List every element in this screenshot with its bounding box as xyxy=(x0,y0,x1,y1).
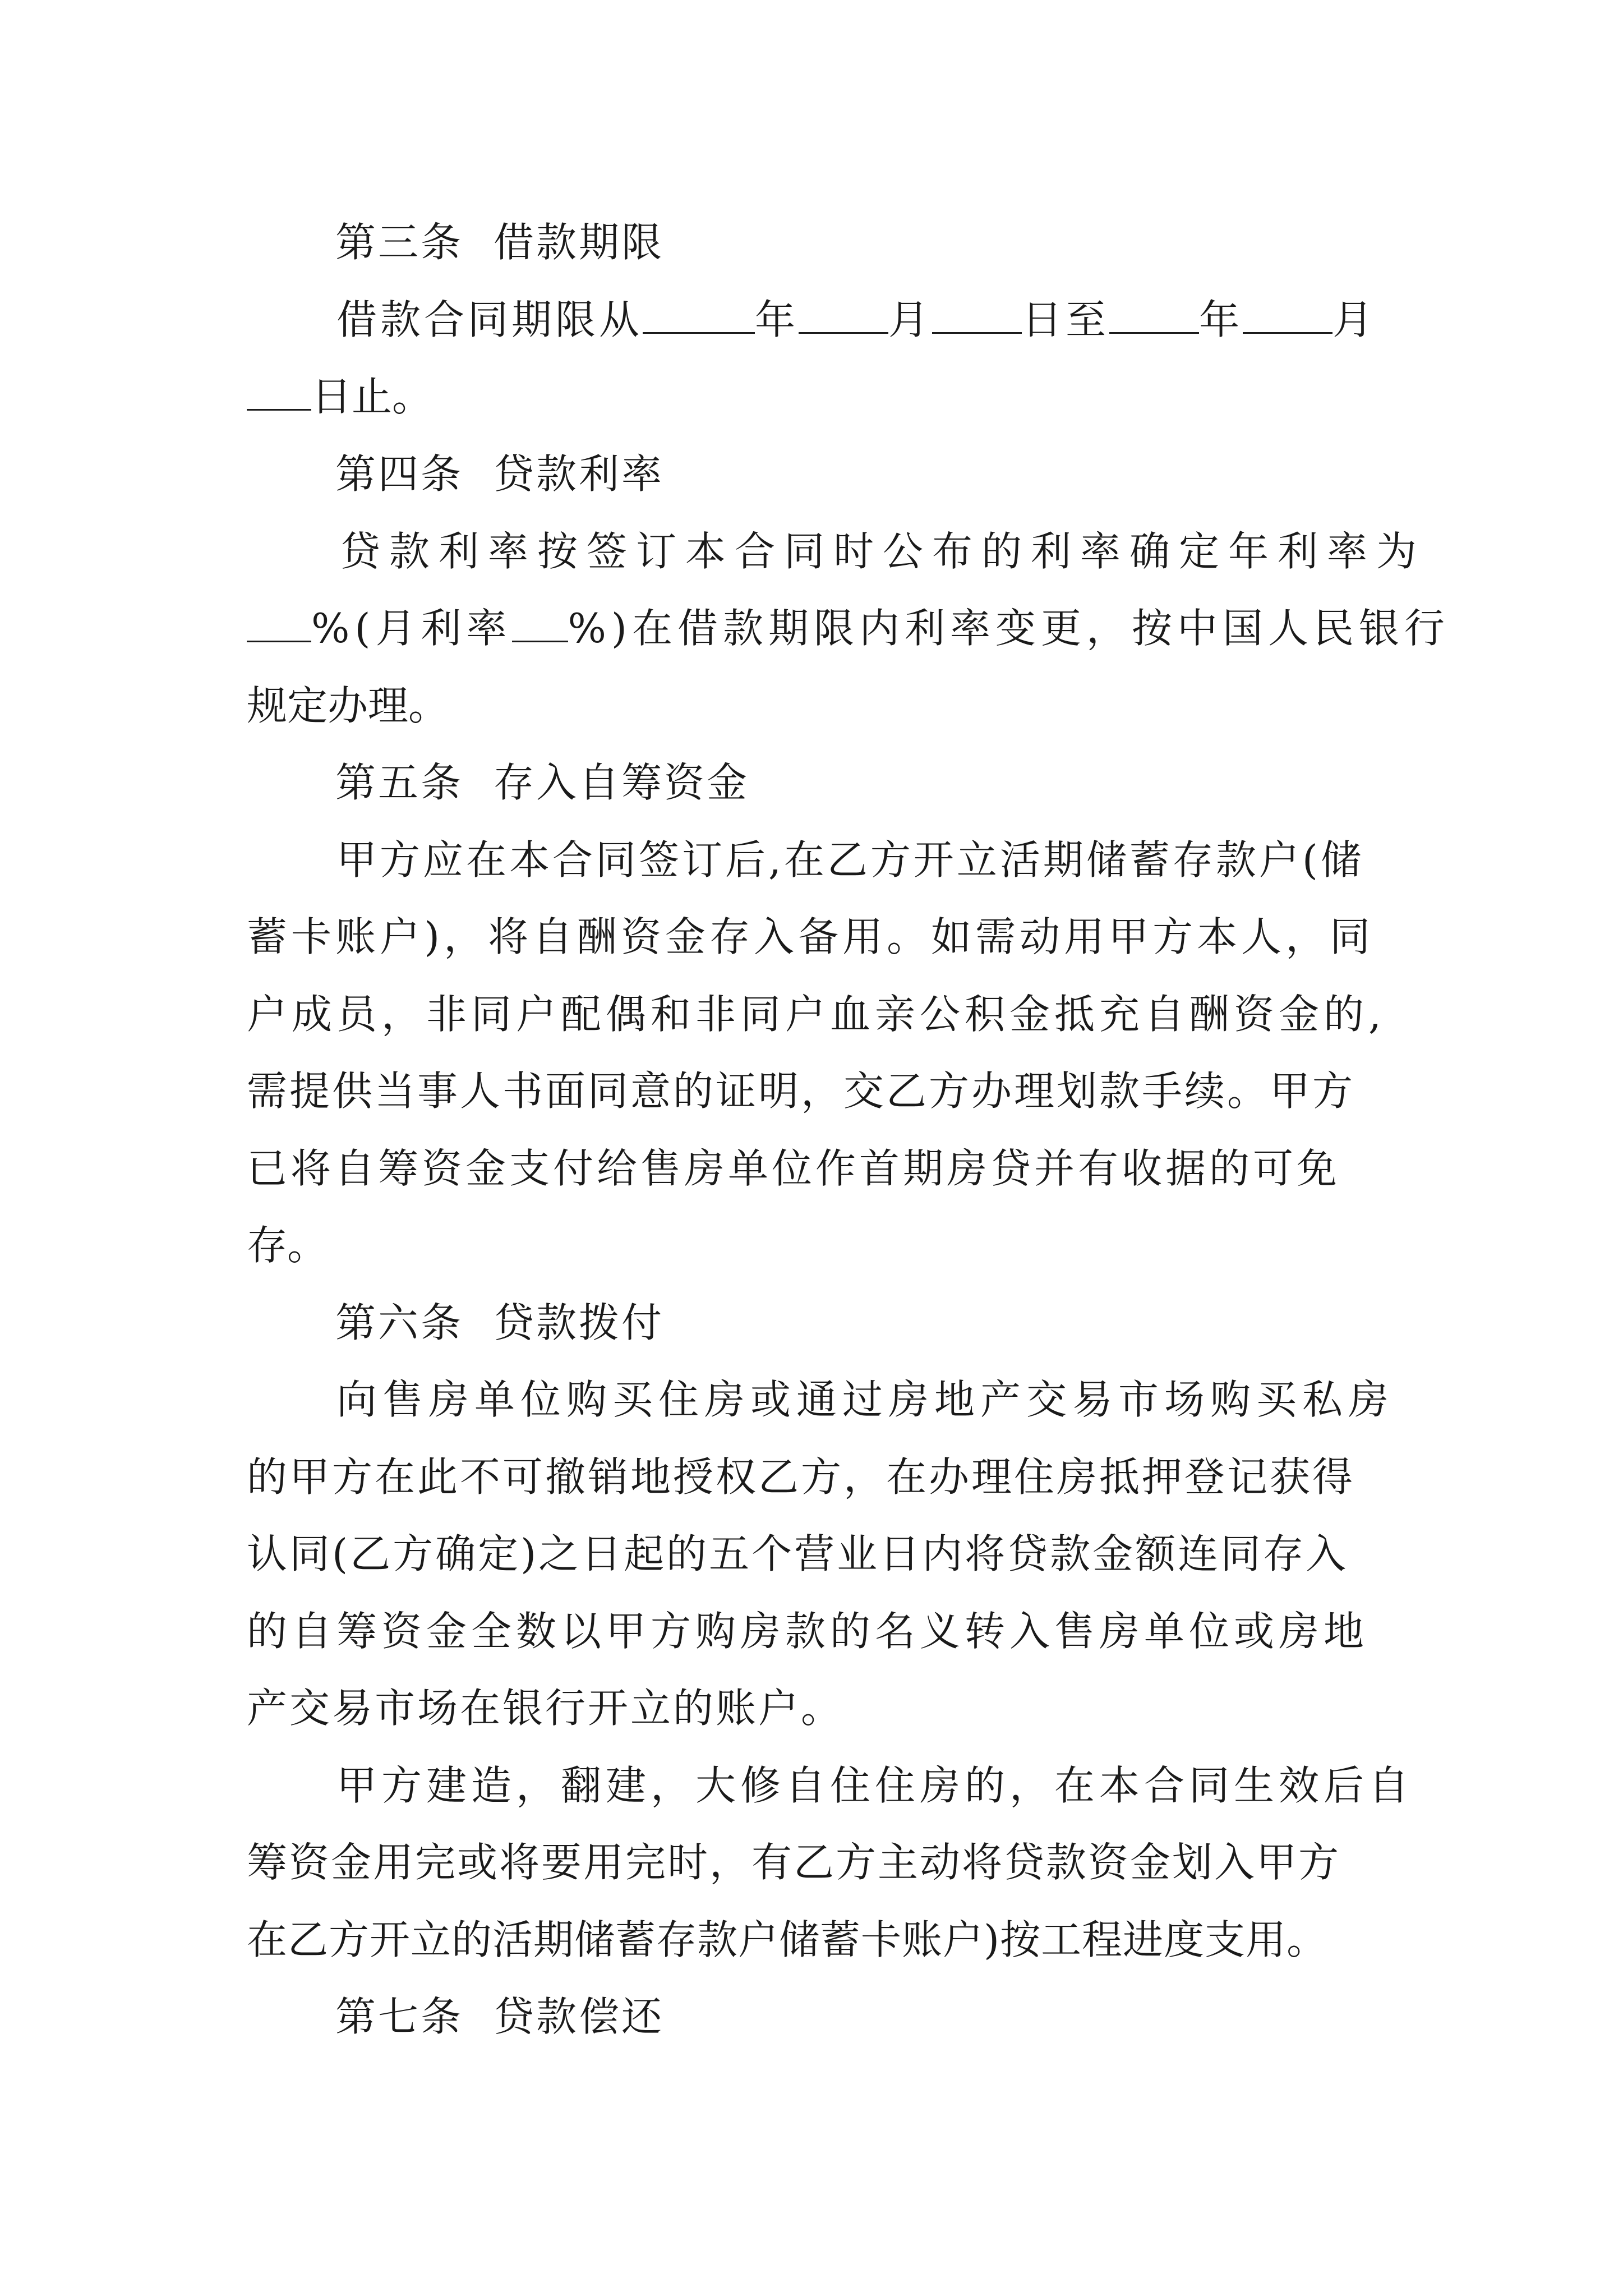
month-label: 月 xyxy=(888,296,933,343)
paragraph-text: 的甲方在此不可撤销地授权乙方，在办理住房抵押登记获得 xyxy=(247,1453,1355,1501)
article-5-number: 第五条 xyxy=(335,759,464,806)
article-3-heading xyxy=(335,211,664,273)
article-4-line-3 xyxy=(247,675,449,737)
paragraph-text: 已将自筹资金支付给售房单位作首期房贷并有收据的可免 xyxy=(247,1145,1341,1192)
article-6-para1-line-2 xyxy=(247,1446,1355,1508)
article-6-para2-line-1 xyxy=(336,1755,1413,1816)
start-day-blank xyxy=(932,298,1022,334)
rate-change-text: %)在借款期限内利率变更，按中国人民银行 xyxy=(568,605,1450,652)
end-day-label: 日止。 xyxy=(311,373,433,420)
article-3-line-2 xyxy=(247,366,432,427)
article-7-title: 贷款偿还 xyxy=(494,1993,665,2040)
start-year-blank xyxy=(643,298,755,334)
article-6-para1-line-5 xyxy=(247,1677,843,1739)
article-7-number: 第七条 xyxy=(335,1993,464,2040)
article-5-line-6 xyxy=(247,1214,328,1276)
article-6-para1-line-4 xyxy=(247,1600,1368,1662)
loan-period-text: 借款合同期限从 xyxy=(336,296,643,343)
paragraph-text: 筹资金用完或将要用完时，有乙方主动将贷款资金划入甲方 xyxy=(247,1839,1341,1886)
paragraph-text: 的自筹资金全数以甲方购房款的名义转入售房单位或房地 xyxy=(247,1608,1369,1655)
article-5-line-2 xyxy=(247,906,1374,968)
end-year-label: 年 xyxy=(1199,296,1243,343)
article-4-line-2 xyxy=(247,597,1450,659)
article-7-heading xyxy=(335,1986,664,2047)
end-month-blank xyxy=(1243,298,1332,334)
monthly-rate-blank xyxy=(512,607,568,642)
article-3-title: 借款期限 xyxy=(494,219,665,266)
end-month-label: 月 xyxy=(1332,296,1377,343)
year-label: 年 xyxy=(755,296,799,343)
article-5-line-3 xyxy=(247,983,1386,1045)
article-6-heading xyxy=(335,1292,664,1354)
paragraph-text: 甲方建造，翻建，大修自住住房的，在本合同生效后自 xyxy=(336,1762,1414,1809)
article-5-line-5 xyxy=(247,1138,1340,1199)
day-to-label: 日至 xyxy=(1022,296,1110,343)
article-6-para2-line-2 xyxy=(247,1832,1340,1893)
article-5-line-1 xyxy=(336,829,1364,891)
interest-rate-text: 贷款利率按签订本合同时公布的利率确定年利率为 xyxy=(340,528,1426,575)
paragraph-text: 在乙方开立的活期储蓄存款户储蓄卡账户)按工程进度支用。 xyxy=(247,1916,1328,1963)
article-5-line-4 xyxy=(247,1060,1355,1122)
end-year-blank xyxy=(1109,298,1199,334)
paragraph-text: 户成员，非同户配偶和非同户血亲公积金抵充自酬资金的, xyxy=(247,991,1386,1038)
article-5-title: 存入自筹资金 xyxy=(494,759,750,806)
article-6-title: 贷款拨付 xyxy=(494,1299,665,1346)
annual-rate-blank xyxy=(247,607,311,642)
paragraph-text: 需提供当事人书面同意的证明，交乙方办理划款手续。甲方 xyxy=(247,1068,1355,1115)
rate-rule-text: 规定办理。 xyxy=(247,682,449,729)
article-4-number: 第四条 xyxy=(335,450,464,498)
paragraph-text: 向售房单位购买住房或通过房地产交易市场购买私房 xyxy=(336,1376,1395,1423)
paragraph-text: 甲方应在本合同签订后,在乙方开立活期储蓄存款户(储 xyxy=(336,836,1364,884)
article-6-para1-line-1 xyxy=(336,1369,1394,1430)
article-6-para1-line-3 xyxy=(247,1523,1348,1585)
article-6-para2-line-3 xyxy=(247,1909,1327,1971)
paragraph-text: 产交易市场在银行开立的账户。 xyxy=(247,1685,844,1732)
article-6-number: 第六条 xyxy=(335,1299,464,1346)
article-4-heading xyxy=(335,443,664,505)
article-3-number: 第三条 xyxy=(335,219,464,266)
article-4-line-1 xyxy=(340,521,1426,582)
end-day-blank xyxy=(247,375,311,411)
article-3-line-1 xyxy=(336,289,1391,351)
monthly-rate-label: %(月利率 xyxy=(311,605,512,652)
paragraph-text: 蓄卡账户)，将自酬资金存入备用。如需动用甲方本人，同 xyxy=(247,913,1375,960)
paragraph-text: 存。 xyxy=(247,1222,328,1269)
article-4-title: 贷款利率 xyxy=(494,450,665,498)
start-month-blank xyxy=(799,298,888,334)
paragraph-text: 认同(乙方确定)之日起的五个营业日内将贷款金额连同存入 xyxy=(247,1530,1349,1577)
article-5-heading xyxy=(335,752,749,813)
